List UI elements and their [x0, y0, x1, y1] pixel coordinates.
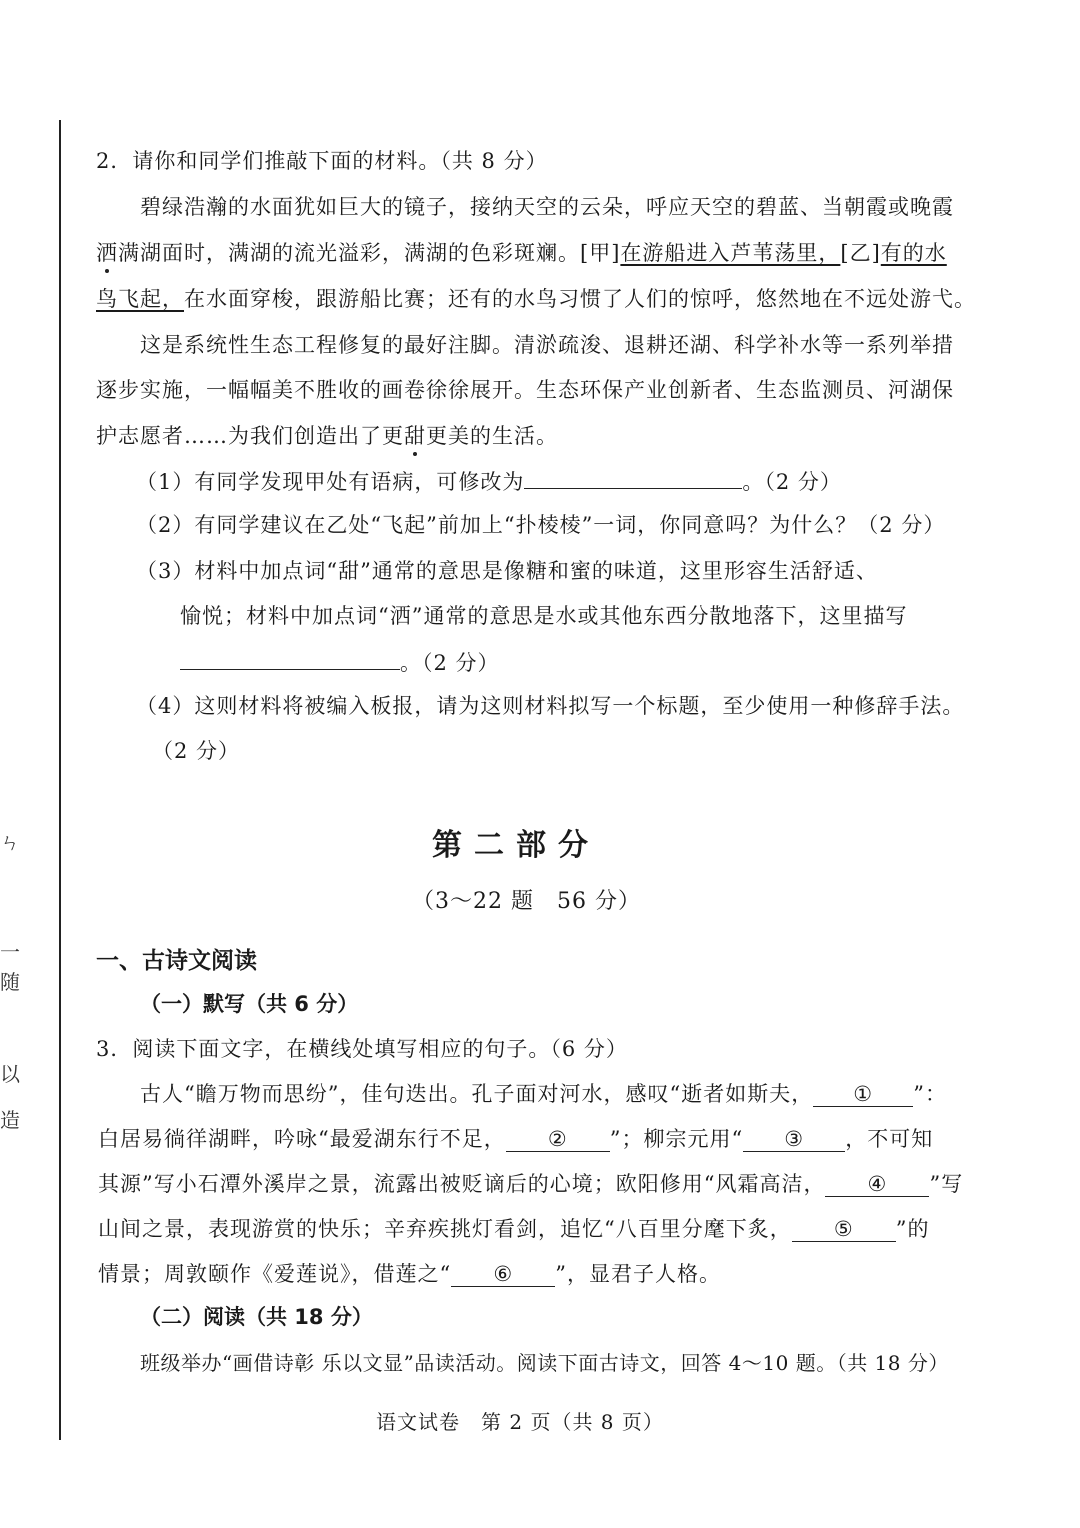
- margin-fragment: 一: [0, 940, 20, 964]
- margin-fragment: 以: [0, 1062, 20, 1086]
- question-3-heading: 3．阅读下面文字，在横线处填写相应的句子。（6 分）: [96, 1037, 628, 1061]
- answer-blank-2[interactable]: ②: [506, 1127, 610, 1152]
- sub-question-3-cont: 愉悦；材料中加点词“洒”通常的意思是水或其他东西分散地落下，这里描写: [180, 604, 908, 628]
- underlined-phrase-jia: 在游船进入芦苇荡里，: [620, 241, 841, 265]
- passage-line: 碧绿浩瀚的水面犹如巨大的镜子，接纳天空的云朵，呼应天空的碧蓝、当朝霞或晚霞: [140, 195, 954, 219]
- answer-blank-6[interactable]: ⑥: [451, 1262, 555, 1287]
- sub-question-4-cont: （2 分）: [152, 739, 241, 763]
- sub-question-4: （4）这则材料将被编入板报，请为这则材料拟写一个标题，至少使用一种修辞手法。: [136, 694, 965, 718]
- answer-blank-4[interactable]: ④: [825, 1172, 929, 1197]
- part-title: 第二部分: [432, 828, 600, 863]
- answer-blank[interactable]: [180, 645, 400, 670]
- section-heading: 一、古诗文阅读: [96, 948, 257, 974]
- fill-line: 白居易徜徉湖畔，吟咏“最爱湖东行不足， ② ”；柳宗元用“ ③ ，不可知: [98, 1127, 934, 1151]
- fill-line: 情景；周敦颐作《爱莲说》，借莲之“ ⑥ ”，显君子人格。: [98, 1262, 721, 1286]
- answer-blank-3[interactable]: ③: [743, 1127, 845, 1152]
- sub-question-1: （1）有同学发现甲处有语病，可修改为 。（2 分）: [136, 464, 842, 496]
- passage-line: 逐步实施，一幅幅美不胜收的画卷徐徐展开。生态环保产业创新者、生态监测员、河湖保: [96, 378, 954, 402]
- sub-question-2: （2）有同学建议在乙处“飞起”前加上“扑棱棱”一词，你同意吗？为什么？（2 分）: [136, 513, 946, 537]
- sub-question-3: （3）材料中加点词“甜”通常的意思是像糖和蜜的味道，这里形容生活舒适、: [136, 559, 878, 583]
- passage-line: 这是系统性生态工程修复的最好注脚。清淤疏浚、退耕还湖、科学补水等一系列举措: [140, 333, 954, 357]
- part-subtitle: （3～22 题 56 分）: [412, 889, 641, 914]
- subsection-heading: （二）阅读（共 18 分）: [140, 1305, 373, 1329]
- margin-fragment: 随: [0, 970, 20, 994]
- dotted-word-tian: 甜: [404, 424, 426, 448]
- reading-intro: 班级举办“画借诗彰 乐以文显”品读活动。阅读下面古诗文，回答 4～10 题。（共 18 分）: [140, 1351, 949, 1375]
- passage-line: 鸟飞起，在水面穿梭，跟游船比赛；还有的水鸟习惯了人们的惊呼，悠然地在不远处游弋。: [96, 287, 976, 311]
- underlined-phrase-yi: 有的水: [880, 241, 947, 265]
- passage-line: 洒满湖面时，满湖的流光溢彩，满湖的色彩斑斓。[甲]在游船进入芦苇荡里，[乙]有的水: [96, 241, 947, 265]
- passage-line: 护志愿者……为我们创造出了更甜更美的生活。: [96, 424, 558, 448]
- dotted-word-sa: 洒: [96, 241, 118, 265]
- margin-fragment: ㄣ: [0, 830, 20, 854]
- margin-fragment: 造: [0, 1108, 20, 1132]
- answer-blank-1[interactable]: ①: [813, 1082, 913, 1107]
- fill-line: 其源”写小石潭外溪岸之景，流露出被贬谪后的心境；欧阳修用“风霜高洁， ④ ”写: [98, 1172, 964, 1196]
- page-footer: 语文试卷 第 2 页（共 8 页）: [376, 1410, 664, 1434]
- answer-blank[interactable]: [524, 464, 742, 489]
- underlined-phrase-yi-cont: 鸟飞起，: [96, 287, 184, 311]
- binding-margin-line: [59, 120, 61, 1440]
- answer-blank-5[interactable]: ⑤: [792, 1217, 896, 1242]
- subsection-heading: （一）默写（共 6 分）: [140, 992, 359, 1016]
- fill-line: 山间之景，表现游赏的快乐；辛弃疾挑灯看剑，追忆“八百里分麾下炙， ⑤ ”的: [98, 1217, 930, 1241]
- fill-line: 古人“瞻万物而思纷”，佳句迭出。孔子面对河水，感叹“逝者如斯夫， ① ”：: [140, 1082, 947, 1106]
- question-2-heading: 2．请你和同学们推敲下面的材料。（共 8 分）: [96, 149, 548, 173]
- sub-question-3-cont: 。（2 分）: [180, 645, 500, 677]
